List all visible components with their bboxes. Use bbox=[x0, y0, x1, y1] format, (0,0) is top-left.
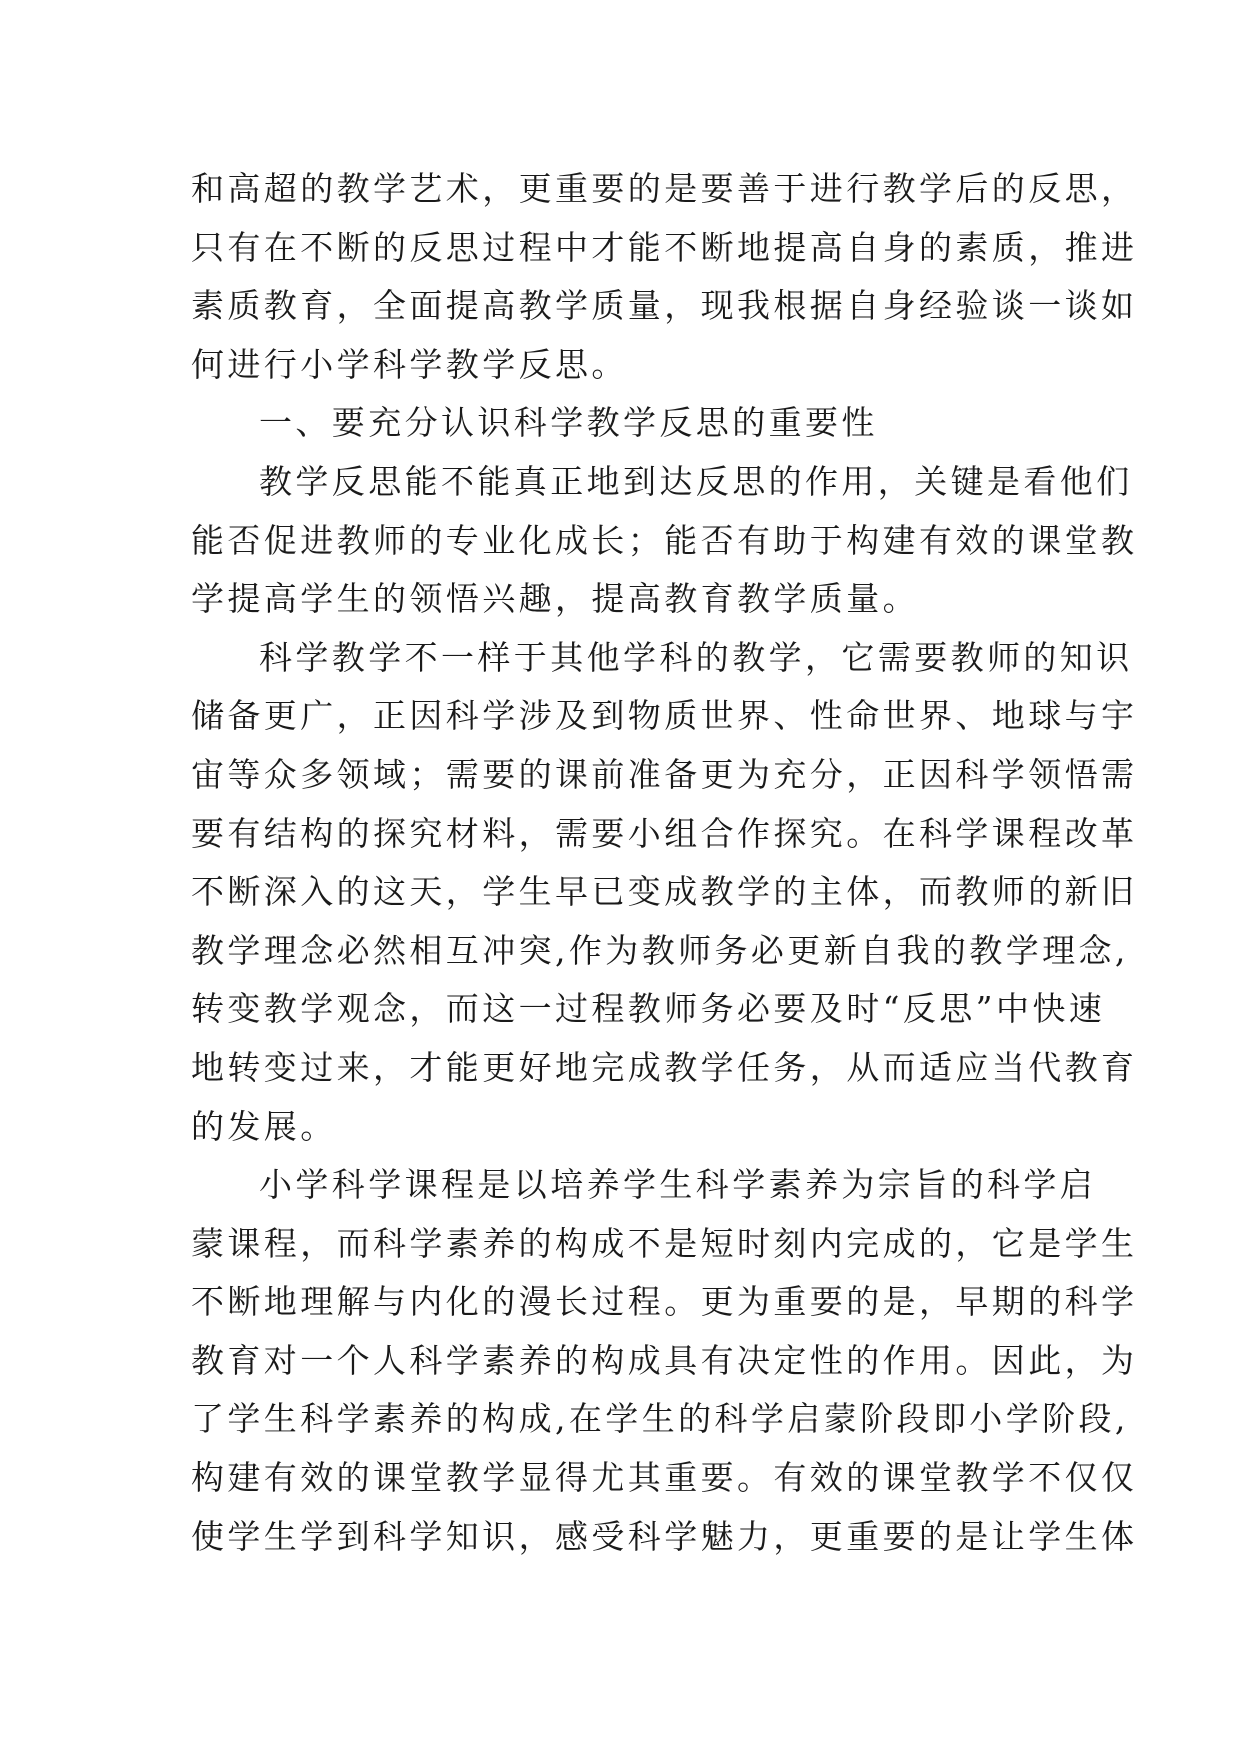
text-line: 教学反思能不能真正地到达反思的作用，关键是看他们 bbox=[259, 461, 1133, 501]
text-line: 蒙课程，而科学素养的构成不是短时刻内完成的，它是学生 bbox=[191, 1223, 1138, 1263]
text-line: 科学教学不一样于其他学科的教学，它需要教师的知识 bbox=[259, 637, 1133, 677]
text-line: 要有结构的探究材料，需要小组合作探究。在科学课程改革 bbox=[191, 813, 1138, 853]
text-line: 素质教育，全面提高教学质量，现我根据自身经验谈一谈如 bbox=[191, 286, 1138, 326]
text-line: 转变教学观念，而这一过程教师务必要及时“反思”中快速 bbox=[191, 989, 1106, 1029]
text-line: 何进行小学科学教学反思。 bbox=[191, 344, 628, 384]
text-line: 构建有效的课堂教学显得尤其重要。有效的课堂教学不仅仅 bbox=[191, 1458, 1138, 1498]
text-line: 不断深入的这天，学生早已变成教学的主体，而教师的新旧 bbox=[191, 872, 1138, 912]
document-body bbox=[191, 160, 1138, 1566]
text-line: 地转变过来，才能更好地完成教学任务，从而适应当代教育 bbox=[191, 1047, 1138, 1087]
text-line: 的发展。 bbox=[191, 1106, 337, 1146]
text-line: 和高超的教学艺术，更重要的是要善于进行教学后的反思， bbox=[191, 169, 1138, 208]
section-heading: 一、要充分认识科学教学反思的重要性 bbox=[259, 403, 878, 443]
text-line: 储备更广，正因科学涉及到物质世界、性命世界、地球与宇 bbox=[191, 696, 1138, 736]
text-line: 能否促进教师的专业化成长；能否有助于构建有效的课堂教 bbox=[191, 520, 1138, 560]
text-line: 小学科学课程是以培养学生科学素养为宗旨的科学启 bbox=[259, 1165, 1097, 1205]
text-line: 只有在不断的反思过程中才能不断地提高自身的素质，推进 bbox=[191, 227, 1138, 267]
text-line: 宙等众多领域；需要的课前准备更为充分，正因科学领悟需 bbox=[191, 754, 1138, 794]
text-line: 学提高学生的领悟兴趣，提高教育教学质量。 bbox=[191, 579, 919, 619]
text-line: 教育对一个人科学素养的构成具有决定性的作用。因此，为 bbox=[191, 1340, 1138, 1380]
text-line: 教学理念必然相互冲突,作为教师务必更新自我的教学理念, bbox=[191, 930, 1129, 970]
text-line: 了学生科学素养的构成,在学生的科学启蒙阶段即小学阶段, bbox=[191, 1399, 1129, 1439]
text-line: 不断地理解与内化的漫长过程。更为重要的是，早期的科学 bbox=[191, 1282, 1138, 1322]
text-line: 使学生学到科学知识，感受科学魅力，更重要的是让学生体 bbox=[191, 1516, 1138, 1556]
